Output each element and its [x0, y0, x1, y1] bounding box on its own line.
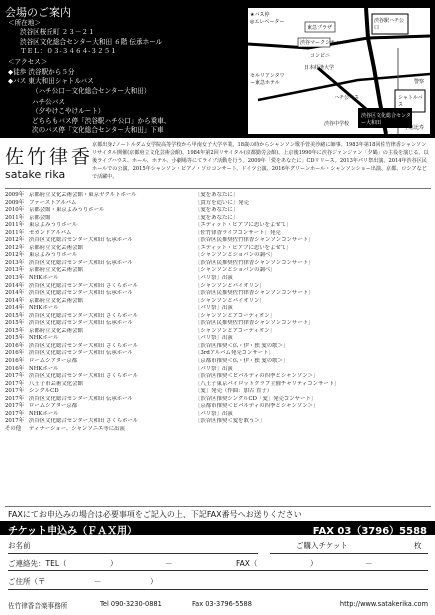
- history-venue: 渋谷区文化総合センター大和田 さくらホール: [29, 373, 139, 380]
- history-year: 2015年: [5, 312, 25, 319]
- history-year: 2011年: [5, 214, 25, 221]
- history-row: [5, 328, 431, 336]
- history-year: 2013年: [5, 259, 25, 266]
- history-row: [5, 207, 431, 215]
- history-venue: 東京よみうりホール: [29, 222, 78, 229]
- history-venue: 渋谷区文化総合センター大和田 さくらホール: [29, 282, 139, 289]
- history-year: 2014年: [5, 282, 25, 289]
- history-venue: ロームシアター京都: [29, 403, 78, 410]
- history-year: 2014年: [5, 305, 25, 312]
- history-year: その他: [5, 425, 22, 432]
- artist-name-en: satake rika: [5, 168, 66, 181]
- history-program: ［パリ祭］出演: [195, 365, 233, 372]
- history-venue: 渋谷区文化総合センター大和田 伝承ホール: [29, 350, 133, 357]
- map-label-cerulean: セルリアンタワー東急ホテル: [250, 73, 285, 86]
- history-program: ［パリ祭］出演: [195, 335, 233, 342]
- history-program: ［パリ祭］出演: [195, 275, 233, 282]
- history-year: 2009年: [5, 192, 25, 198]
- history-year: 2015年: [5, 320, 25, 327]
- history-program: ［パリ祭］出演: [195, 305, 233, 312]
- history-venue: 渋谷区文化総合センター大和田 さくらホール: [29, 312, 139, 319]
- history-venue: シングルCD: [29, 388, 59, 395]
- history-row: [5, 200, 431, 208]
- history-program: ［渋谷区推奨＜ピバルディの四季とシャンソン＞］: [195, 373, 319, 380]
- history-venue: 渋谷区文化総合センター大和田 伝承ホール: [29, 237, 133, 244]
- history-venue: NHKホール: [29, 335, 59, 342]
- history-row: [5, 298, 431, 306]
- artist-bio: 京都出身♪ノートルダム女学院高等学校から甲南女子大学卒業。18歳の時からシャンソン歌手菅美沙緒に師事。1983年第18回佐竹律香シャンソンリサイタル開催(京都府立文化芸術会館)、1984年第2回リサイタル(京都勤労会館)。上京後1990年に渋谷ジァンジァン「夕鶴」の主役を演じる。以後ライブハウス、ホール、ホテル、小劇場等にてライブ活動を行う。2009年「愛をあなたに」CDリリース。2013年パリ祭出演、2014年渋谷区民ホールでの公演、2015年シャンソン・ピアノ・ソロコンサート、ドイツ公演、2016年グリーンホール・シャンソンショー出演、京都、ロシアなどで活躍中。: [92, 142, 429, 180]
- footer-tel: Tel 090-3230-0881: [100, 600, 162, 608]
- history-venue: NHKホール: [29, 410, 59, 417]
- contact-tel-label: ご連絡先：TEL（: [8, 559, 67, 568]
- address-heading: ＜所在地＞: [8, 19, 41, 27]
- history-program: ［渋谷区民推奨佐竹律香シャンソンコンサート］: [195, 259, 314, 266]
- history-venue: 渋谷区文化総合センター大和田 伝承ホール: [29, 320, 133, 327]
- history-row: [5, 411, 431, 419]
- access-map: [248, 8, 430, 134]
- history-venue: 渋谷区文化総合センター大和田 伝承ホール: [29, 259, 133, 266]
- access-heading: ＜アクセス＞: [8, 58, 48, 67]
- map-legend-elevator: ◎エレベーター: [250, 19, 285, 25]
- venue-title: 会場のご案内: [5, 6, 71, 19]
- history-year: 2017年: [5, 403, 25, 410]
- history-program: ［エディット・ピアフに思いをよせて］: [195, 222, 292, 229]
- history-venue: 渋谷区文化総合センター大和田 伝承ホール: [29, 395, 133, 402]
- history-venue: 渋谷区文化総合センター大和田 さくらホール: [29, 342, 139, 349]
- venue-section: [0, 0, 435, 138]
- history-row: [5, 350, 431, 358]
- history-year: 2010年: [5, 207, 25, 214]
- artist-name-block: [5, 142, 94, 181]
- history-year: 2017年: [5, 410, 25, 417]
- performance-history: [5, 192, 431, 434]
- bio-divider: [5, 188, 431, 189]
- history-year: 2017年: [5, 388, 25, 395]
- history-program: ［佐竹律香ライブコンサート］発売: [195, 229, 281, 236]
- history-venue: NHKホール: [29, 305, 59, 312]
- history-venue: 京都府立文化芸術会館・東京ヤクルトホール: [29, 192, 137, 198]
- history-year: 2017年: [5, 380, 25, 387]
- history-program: ［渋谷区民推奨佐竹律香シャンソンコンサート］: [195, 237, 314, 244]
- ticket-fax-number: FAX 03（3796）5588: [312, 526, 427, 537]
- history-venue: 東京よみうりホール: [29, 252, 78, 259]
- history-program: ［八王子東京バイロットクラブ主催チャリティコンサート］: [195, 380, 340, 387]
- history-year: 2016年: [5, 358, 25, 365]
- history-row: [5, 335, 431, 343]
- history-year: 2014年: [5, 297, 25, 304]
- artist-name-jp: 佐竹律香: [5, 146, 94, 168]
- footer-url[interactable]: http://www.satakerika.com: [339, 600, 428, 608]
- history-venue: セカンドアルバム: [29, 229, 72, 236]
- history-row: [5, 343, 431, 351]
- history-program: ［愛をあなたに］: [195, 207, 239, 214]
- history-year: 2012年: [5, 237, 25, 244]
- history-year: 2009年: [5, 199, 25, 206]
- history-row: [5, 215, 431, 223]
- contact-fax-dash: －: [365, 559, 373, 568]
- history-row: [5, 403, 431, 411]
- history-year: 2015年: [5, 335, 25, 342]
- history-row: [5, 373, 431, 381]
- map-label-venue: 渋谷区文化総合センター大和田: [361, 113, 411, 126]
- venue-tel: ＴＥＬ：０３-３４６４-３２５１: [20, 47, 117, 56]
- contact-fax-paren: ）: [310, 559, 318, 568]
- history-year: 2017年: [5, 395, 25, 402]
- name-field[interactable]: [8, 553, 258, 554]
- history-row: [5, 358, 431, 366]
- history-year: 2016年: [5, 342, 25, 349]
- address-line-1: 渋谷区桜丘町 ２３－２１: [20, 28, 95, 37]
- access-walk: ◆徒歩 渋谷駅から５分: [8, 67, 75, 76]
- tickets-label: ご購入チケット: [296, 541, 348, 550]
- history-program: ［愛をあなたに］: [195, 192, 239, 198]
- footer: [8, 600, 428, 610]
- history-row: [5, 245, 431, 253]
- history-program: ［シャンソンとアコーディオン］: [195, 312, 276, 319]
- history-row: [5, 230, 431, 238]
- history-program: ［渋谷区推奨＜仏・伊・独 愛の歌＞］: [195, 342, 289, 349]
- ticket-header: [0, 521, 435, 535]
- history-venue: 渋谷区文化総合センター大和田 さくらホール: [29, 418, 139, 425]
- map-label-police: 警察: [414, 79, 425, 85]
- history-program: ［シャンソンとアコーディオン］: [195, 327, 276, 334]
- history-row: [5, 381, 431, 389]
- hachiko-route-1: どちらもバス停「渋谷駅ハチ公口」から乗車、: [32, 116, 171, 125]
- history-venue: NHKホール: [29, 275, 59, 282]
- access-bus: ◆バス 東大和田シャトルバス: [8, 77, 94, 86]
- footer-org: 佐竹律香音楽事務所: [8, 602, 68, 610]
- history-row: [5, 305, 431, 313]
- history-row: [5, 313, 431, 321]
- history-divider: [5, 506, 431, 507]
- hachiko-bus-kana: （夕やけこやけルート）: [32, 107, 105, 116]
- tickets-field[interactable]: [270, 553, 428, 554]
- history-year: 2012年: [5, 244, 25, 251]
- history-row: [5, 396, 431, 404]
- contact-field[interactable]: [8, 570, 428, 571]
- address-zip-dash: －: [94, 577, 102, 586]
- fax-note: FAXにてお申込みの場合は必要事項をご記入の上、下記FAX番号へお送りください: [8, 510, 302, 519]
- history-program: ［パリ祭］出演: [195, 410, 233, 417]
- history-row: [5, 267, 431, 275]
- contact-tel-paren: ）: [110, 559, 118, 568]
- history-year: 2013年: [5, 267, 25, 274]
- ticket-heading: チケット申込み（ＦＡＸ用）: [8, 526, 138, 537]
- history-venue: ディナーショー、シャンソニエ等に出演: [29, 425, 125, 432]
- history-program: ［愛］発売（作曲：加古 直子）: [195, 388, 273, 395]
- history-program: ［シャンソンとバイオリン］: [195, 282, 265, 289]
- history-year: 2017年: [5, 418, 25, 425]
- access-bus-route: （ハチ公口－文化総合センター大和田）: [32, 86, 151, 95]
- history-program: [195, 426, 431, 434]
- history-program: ［京都市推奨＜仏・伊・独 愛の歌＞］: [195, 358, 289, 365]
- history-program: ［シャンソンとショパンの調べ］: [195, 252, 276, 259]
- history-venue: 京都会館・東京よみうりホール: [29, 207, 105, 214]
- history-row: [5, 222, 431, 230]
- map-label-school: 渋谷中学校: [324, 121, 350, 127]
- history-row: [5, 252, 431, 260]
- map-legend-bus: ★バス停: [250, 12, 270, 18]
- map-label-university: 日本経済大学: [304, 65, 335, 71]
- map-label-shuttle-bus: シャトルバス: [398, 95, 423, 108]
- history-venue: 京都府立文化芸術会館: [29, 327, 83, 334]
- history-program: ［貴方を追いに］発売: [195, 199, 249, 206]
- history-year: 2013年: [5, 275, 25, 282]
- history-program: ［渋谷区推奨＜愛を歌う＞］: [195, 418, 266, 425]
- history-venue: 八王子市芸術文化会館: [29, 380, 83, 387]
- address-label: ご住所（〒: [8, 577, 46, 586]
- history-year: 2016年: [5, 365, 25, 372]
- history-program: ［渋谷区民推奨佐竹律香シャンソンコンサート］: [195, 320, 314, 327]
- history-venue: 京都府立文化芸術会館: [29, 297, 83, 304]
- name-label: お名前: [8, 541, 31, 550]
- history-row: [5, 320, 431, 328]
- map-label-hachiko-exit: 渋谷駅ハチ公口: [374, 18, 405, 31]
- history-row: [5, 418, 431, 426]
- history-year: 2014年: [5, 290, 25, 297]
- tickets-unit: 枚: [414, 541, 422, 550]
- history-program: ［渋谷区推奨シングルCD「愛」発売コンサート］: [195, 395, 317, 402]
- map-label-tokyu-plaza: 東急プラザ: [307, 25, 333, 31]
- history-row: [5, 426, 431, 434]
- history-year: 2011年: [5, 229, 25, 236]
- history-row: [5, 260, 431, 268]
- history-row: [5, 283, 431, 291]
- history-program: ［エディット・ピアフに思いをよせて］: [195, 244, 292, 251]
- history-year: 2016年: [5, 350, 25, 357]
- history-venue: NHKホール: [29, 365, 59, 372]
- history-row: [5, 366, 431, 374]
- hachiko-route-2: 次のバス停「文化総合センター大和田」下車: [32, 125, 164, 134]
- history-venue: 渋谷区文化総合センター大和田 伝承ホール: [29, 290, 133, 297]
- contact-tel-dash: －: [165, 559, 173, 568]
- history-year: 2017年: [5, 373, 25, 380]
- history-venue: 京都府立文化芸術会館: [29, 244, 83, 251]
- history-row: [5, 388, 431, 396]
- footer-fax: Fax 03-3796-5588: [192, 600, 252, 608]
- history-program: ［京都市推奨＜ピバルディの四季とシャンソン＞］: [195, 403, 319, 410]
- history-row: [5, 192, 431, 200]
- history-row: [5, 237, 431, 245]
- map-label-ebisu: 至恵比寿: [404, 125, 425, 131]
- history-venue: ロームシアター京都: [29, 358, 78, 365]
- history-row: [5, 275, 431, 283]
- venue-address-block: [8, 19, 244, 135]
- history-program: ［愛をあなたに］: [195, 214, 239, 221]
- history-program: ［シャンソンとバイオリン］: [195, 297, 265, 304]
- map-label-mark-city: 渋谷マークシティ: [300, 40, 340, 46]
- address-line-2: 渋谷区文化総合センター大和田 ６階 伝承ホール: [20, 37, 163, 46]
- history-program: ［渋谷区民推奨佐竹律香シャンソンコンサート］: [195, 290, 314, 297]
- hachiko-bus: ハチ公バス: [32, 97, 65, 106]
- history-venue: 京都府立文化芸術会館: [29, 267, 83, 274]
- address-field[interactable]: [8, 589, 428, 590]
- map-label-hachiko-bus: ハチ公バス: [334, 95, 360, 101]
- history-venue: 京都会館: [29, 214, 51, 221]
- history-program: ［3rdアルバム発売コンサート］: [195, 350, 274, 357]
- history-year: 2015年: [5, 327, 25, 334]
- history-row: [5, 290, 431, 298]
- history-year: 2012年: [5, 252, 25, 259]
- history-venue: ファーストアルバム: [29, 199, 77, 206]
- map-label-convenience: コンビニ: [310, 53, 331, 59]
- history-program: ［シャンソンとショパンの調べ］: [195, 267, 276, 274]
- history-year: 2011年: [5, 222, 25, 229]
- address-zip-close: ）: [150, 577, 158, 586]
- contact-fax-label: FAX（: [236, 559, 258, 568]
